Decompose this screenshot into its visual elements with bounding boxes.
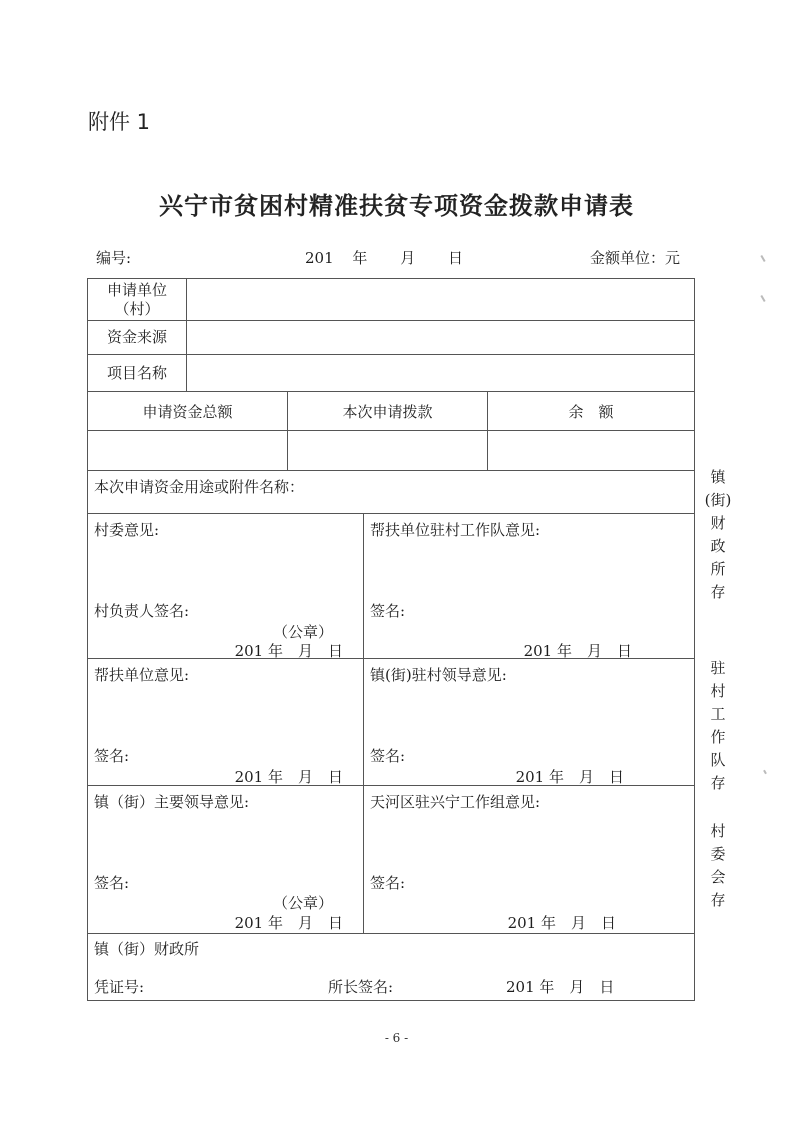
voucher-number-label: 凭证号: — [94, 978, 145, 996]
tianhe-group-date: 201 年 月 日 — [507, 914, 616, 932]
side-note-work-team-copy — [708, 657, 728, 795]
town-main-leader-date: 201 年 月 日 — [234, 914, 343, 932]
attachment-label: 附件 1 — [88, 110, 151, 134]
applicant-field[interactable] — [187, 279, 695, 321]
finance-office-date: 201 年 月 日 — [506, 978, 615, 996]
work-team-signature-label: 签名: — [370, 602, 406, 620]
side-note-char: 存 — [710, 891, 726, 909]
support-unit-opinion-label: 帮扶单位意见: — [94, 666, 190, 684]
current-request-header: 本次申请拨款 — [288, 392, 488, 431]
applicant-row — [88, 279, 695, 321]
balance-field[interactable] — [488, 431, 695, 471]
side-note-char: 财 — [710, 514, 726, 532]
amount-unit-label: 金额单位：元 — [590, 249, 681, 267]
tianhe-group-opinion-label: 天河区驻兴宁工作组意见: — [370, 793, 541, 811]
header-date-year-unit: 年 — [352, 249, 368, 267]
fund-source-row — [88, 321, 695, 355]
side-note-village-committee-copy — [708, 820, 728, 912]
serial-number-label: 编号: — [96, 249, 132, 267]
village-committee-cell[interactable] — [88, 514, 364, 659]
side-note-char: 驻 — [710, 659, 726, 677]
village-committee-opinion-label: 村委意见: — [94, 521, 160, 539]
town-main-leader-opinion-label: 镇（街）主要领导意见: — [94, 793, 250, 811]
side-note-finance-office-copy — [704, 466, 732, 604]
header-date — [305, 247, 463, 268]
header-date-day-unit: 日 — [448, 249, 464, 267]
total-amount-header: 申请资金总额 — [88, 392, 288, 431]
side-note-char: 村 — [710, 682, 726, 700]
side-note-char: 存 — [710, 583, 726, 601]
town-leader-date: 201 年 月 日 — [515, 768, 624, 786]
project-name-label: 项目名称 — [88, 355, 187, 392]
support-unit-date: 201 年 月 日 — [234, 768, 343, 786]
town-leader-signature-label: 签名: — [370, 747, 406, 765]
application-form-table — [87, 278, 695, 1001]
village-seal: （公章） — [272, 623, 333, 641]
town-leader-cell[interactable] — [364, 659, 695, 786]
scan-speck — [763, 770, 767, 774]
project-name-field[interactable] — [187, 355, 695, 392]
purpose-label: 本次申请资金用途或附件名称： — [94, 478, 305, 496]
opinion-row-1 — [88, 514, 695, 659]
applicant-label-line2: （村） — [114, 299, 160, 318]
opinion-row-2 — [88, 659, 695, 786]
work-team-cell[interactable] — [364, 514, 695, 659]
side-note-char: 会 — [710, 868, 726, 886]
side-note-char: 政 — [710, 537, 726, 555]
tianhe-group-cell[interactable] — [364, 786, 695, 934]
finance-office-title: 镇（街）财政所 — [94, 940, 200, 958]
purpose-field[interactable] — [88, 471, 695, 514]
fund-source-label: 资金来源 — [88, 321, 187, 355]
director-signature-label: 所长签名: — [328, 978, 394, 996]
amount-value-row — [88, 431, 695, 471]
tianhe-group-signature-label: 签名: — [370, 874, 406, 892]
side-note-char: 工 — [710, 705, 726, 723]
project-name-row — [88, 355, 695, 392]
page-number: - 6 - — [384, 1031, 409, 1045]
finance-office-row — [88, 934, 695, 1001]
scan-speck — [760, 255, 765, 262]
side-note-char: 作 — [710, 728, 726, 746]
purpose-row — [88, 471, 695, 514]
current-request-field[interactable] — [288, 431, 488, 471]
work-team-opinion-label: 帮扶单位驻村工作队意见: — [370, 521, 541, 539]
header-date-year: 201 — [305, 249, 334, 267]
balance-header: 余 额 — [488, 392, 695, 431]
side-note-char: 镇 — [710, 468, 726, 486]
town-main-leader-signature-label: 签名: — [94, 874, 130, 892]
header-date-month-unit: 月 — [400, 249, 416, 267]
total-amount-field[interactable] — [88, 431, 288, 471]
village-head-signature-label: 村负责人签名: — [94, 602, 190, 620]
town-main-leader-cell[interactable] — [88, 786, 364, 934]
side-note-char: 所 — [710, 560, 726, 578]
amount-header-row — [88, 392, 695, 431]
side-note-char: (街) — [704, 491, 732, 509]
support-unit-signature-label: 签名: — [94, 747, 130, 765]
finance-office-cell[interactable] — [88, 934, 695, 1001]
work-team-date: 201 年 月 日 — [523, 642, 632, 660]
town-leader-opinion-label: 镇(街)驻村领导意见: — [370, 666, 507, 684]
fund-source-field[interactable] — [187, 321, 695, 355]
applicant-label-line1: 申请单位 — [106, 280, 167, 299]
village-date: 201 年 月 日 — [234, 642, 343, 660]
form-title: 兴宁市贫困村精准扶贫专项资金拨款申请表 — [159, 192, 634, 220]
side-note-char: 委 — [710, 845, 726, 863]
applicant-label — [88, 279, 187, 321]
side-note-char: 村 — [710, 822, 726, 840]
opinion-row-3 — [88, 786, 695, 934]
scan-speck — [760, 295, 765, 302]
town-main-leader-seal: （公章） — [272, 894, 333, 912]
side-note-char: 存 — [710, 774, 726, 792]
side-note-char: 队 — [710, 751, 726, 769]
support-unit-cell[interactable] — [88, 659, 364, 786]
